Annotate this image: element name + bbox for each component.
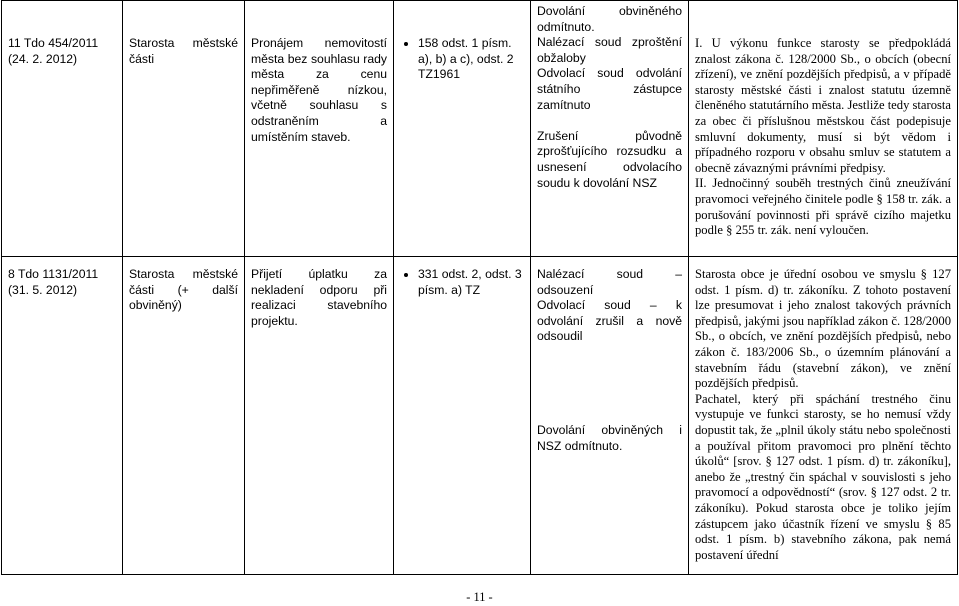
- outcome-line: Dovolání obviněných i NSZ odmítnuto.: [537, 422, 682, 453]
- provision: • 331 odst. 2, odst. 3 písm. a) TZ: [418, 267, 524, 298]
- outcome-line: Nalézací soud – odsouzení: [537, 267, 682, 297]
- reasoning-paragraph: II. Jednočinný souběh trestných činů zneužívání pravomoci veřejného činitele podle § 158 tr. zák. a porušování povinnosti při správě cizího majetku podle § 255 tr. zák. není vyloučen.: [695, 176, 951, 238]
- outcome-line: Nalézací soud zproštění obžaloby: [537, 35, 682, 65]
- provision-list: [400, 267, 524, 298]
- perpetrator: Starosta městské části (+ další obviněný): [129, 267, 238, 313]
- provision: • 158 odst. 1 písm. a), b) a c), odst. 2 TZ1961: [418, 36, 524, 83]
- table-row: [2, 257, 958, 575]
- conduct-cell: [245, 1, 394, 257]
- reasoning-paragraph: I. U výkonu funkce starosty se předpokládá znalost zákona č. 128/2000 Sb., o obcích (obecní zřízení), ve znění pozdějších předpisů, a v případě starosty městské části i znalost statutu územně členěného statutárního města. Jestliže tedy starosta za obec či příslušnou městskou část podepisuje smluvní dokumenty, musí si být vědom i případného rozporu v obsahu smluv se statutem a obecně závaznými právními předpisy.: [695, 36, 951, 175]
- page-number: - 11 -: [466, 590, 493, 604]
- perpetrator-cell: [123, 257, 245, 575]
- conduct-cell: [245, 257, 394, 575]
- table-row: [2, 1, 958, 257]
- case-table: [1, 0, 958, 575]
- outcome-cell: [531, 1, 689, 257]
- case-number-cell: [2, 257, 123, 575]
- provision-cell: [394, 257, 531, 575]
- outcome-line: Dovolání obviněného odmítnuto.: [537, 4, 682, 34]
- reasoning-cell: [689, 257, 958, 575]
- outcome-line: Odvolací soud odvolání státního zástupce zamítnuto: [537, 66, 682, 112]
- reasoning-paragraph: Pachatel, který při spáchání trestného činu vystupuje ve funkci starosty, se ho nemusí vždy dopustit tak, že „plnil úkoly státu nebo společnosti a používal přitom pravomoci pro plnění těchto úkolů“ [srov. § 127 odst. 1 písm. d) tr. zákoníku], anebo že „trestný čin spáchal v souvislosti s jeho pravomocí a odpovědností“ (srov. § 127 odst. 2 tr. zákoníku). Pokud starosta obce je toliko jejím zástupcem jako účastník řízení ve smyslu § 85 odst. 1 písm. b) stavebního zákona, pak nemá postavení úřední: [695, 391, 951, 562]
- perpetrator: Starosta městské části: [129, 36, 238, 66]
- perpetrator-cell: [123, 1, 245, 257]
- reasoning-cell: [689, 1, 958, 257]
- reasoning-paragraph: Starosta obce je úřední osobou ve smyslu § 127 odst. 1 písm. d) tr. zákoníku. Z tohoto postavení lze presumovat i jeho znalost takových právních předpisů, jakými jsou například zákon č. 128/2000 Sb., o obcích, ve znění pozdějších předpisů, nebo zákon č. 183/2006 Sb., o územním plánování a stavebním řádu (stavební zákon), ve znění pozdějších předpisů.: [695, 267, 951, 391]
- provision-cell: [394, 1, 531, 257]
- case-number: 11 Tdo 454/2011 (24. 2. 2012): [8, 36, 99, 66]
- case-number-cell: [2, 1, 123, 257]
- conduct: Přijetí úplatku za nekladení odporu při realizaci stavebního projektu.: [251, 267, 387, 328]
- conduct: Pronájem nemovitostí města bez souhlasu rady města za cenu nepřiměřeně nízkou, včetně souhlasu s odstraněním a umístěním staveb.: [251, 36, 387, 144]
- outcome-cell: [531, 257, 689, 575]
- provision-list: [400, 36, 524, 83]
- outcome-line: Odvolací soud – k odvolání zrušil a nově odsoudil: [537, 298, 682, 344]
- outcome-line: Zrušení původně zprošťujícího rozsudku a usnesení odvolacího soudu k dovolání NSZ: [537, 128, 682, 190]
- case-number: 8 Tdo 1131/2011 (31. 5. 2012): [8, 267, 99, 297]
